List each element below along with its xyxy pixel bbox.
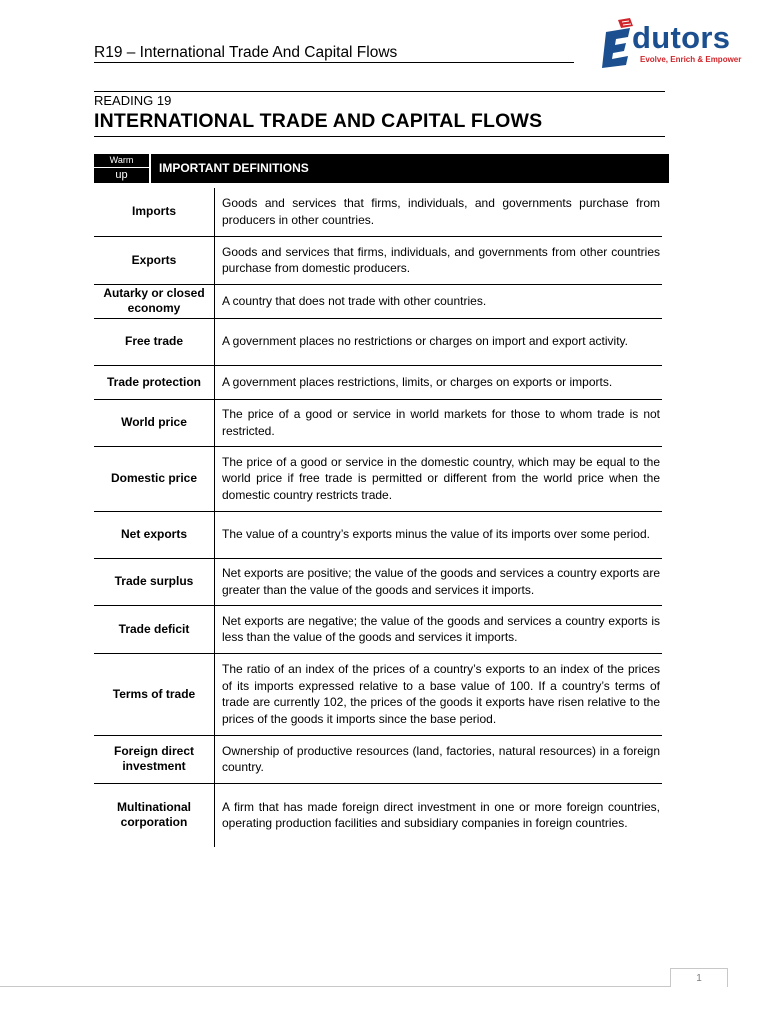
definition-row xyxy=(94,558,662,605)
definition-text: A country that does not trade with other countries. xyxy=(215,284,663,318)
definition-text: A government places no restrictions or charges on import and export activity. xyxy=(215,318,663,365)
reading-title: INTERNATIONAL TRADE AND CAPITAL FLOWS xyxy=(94,110,543,132)
definition-row xyxy=(94,188,662,236)
definition-term: Domestic price xyxy=(94,446,215,511)
definition-term: World price xyxy=(94,399,215,446)
definition-row xyxy=(94,653,662,735)
definition-term: Trade deficit xyxy=(94,605,215,653)
definition-term: Autarky or closed economy xyxy=(94,284,215,318)
running-header-title: R19 – International Trade And Capital Flows xyxy=(94,44,398,61)
definition-row xyxy=(94,236,662,284)
reading-bottom-rule xyxy=(94,136,665,137)
page-number: 1 xyxy=(696,973,702,984)
definition-row xyxy=(94,605,662,653)
definition-text: Ownership of productive resources (land, factories, natural resources) in a foreign country. xyxy=(215,735,663,783)
definition-term: Exports xyxy=(94,236,215,284)
banner-title: IMPORTANT DEFINITIONS xyxy=(159,161,309,175)
definition-term: Net exports xyxy=(94,511,215,558)
warm-label: Warm xyxy=(94,154,149,168)
header-underline xyxy=(94,62,574,63)
logo-tagline: Evolve, Enrich & Empower xyxy=(640,55,742,64)
footer-rule xyxy=(0,986,670,987)
up-label: up xyxy=(115,169,128,181)
definition-row xyxy=(94,318,662,365)
definition-text: A government places restrictions, limits, or charges on exports or imports. xyxy=(215,365,663,399)
definition-row xyxy=(94,446,662,511)
definition-term: Trade protection xyxy=(94,365,215,399)
definition-text: Goods and services that firms, individuals, and governments purchase from producers in other countries. xyxy=(215,188,663,236)
definition-term: Multinational corporation xyxy=(94,783,215,847)
edutors-logo xyxy=(600,18,752,70)
reading-label: READING 19 xyxy=(94,93,172,108)
definition-term: Trade surplus xyxy=(94,558,215,605)
banner-divider xyxy=(149,154,151,183)
definition-term: Foreign direct investment xyxy=(94,735,215,783)
definition-text: Net exports are positive; the value of the goods and services a country exports are greater than the value of the goods and services it imports. xyxy=(215,558,663,605)
logo-wordmark: dutors xyxy=(632,20,731,55)
definition-row xyxy=(94,783,662,847)
definition-row xyxy=(94,365,662,399)
definition-text: A firm that has made foreign direct investment in one or more foreign countries, operating production facilities and subsidiary companies in foreign countries. xyxy=(222,799,660,831)
definitions-banner xyxy=(94,154,669,183)
definition-term: Free trade xyxy=(94,318,215,365)
warm-up-box xyxy=(94,154,149,183)
reading-top-rule xyxy=(94,91,665,92)
definition-row xyxy=(94,511,662,558)
definitions-table xyxy=(94,188,662,847)
definition-row xyxy=(94,735,662,783)
definition-text: The value of a country’s exports minus the value of its imports over some period. xyxy=(215,511,663,558)
definition-text: The ratio of an index of the prices of a country’s exports to an index of the prices of its imports expressed relative to a base value of 100. If a country’s terms of trade are currently 102, the prices of the goods it exports have risen relative to the prices of the goods it imports since the base period. xyxy=(215,653,663,735)
definition-row xyxy=(94,399,662,446)
definition-text: Net exports are negative; the value of the goods and services a country exports is less than the value of the goods and services it imports. xyxy=(215,605,663,653)
definition-text: The price of a good or service in the domestic country, which may be equal to the world price if free trade is permitted or different from the world price when the domestic country restricts trade. xyxy=(215,446,663,511)
page-number-box xyxy=(670,968,728,987)
definition-term: Terms of trade xyxy=(94,653,215,735)
definition-text: Goods and services that firms, individuals, and governments from other countries purchase from domestic producers. xyxy=(215,236,663,284)
definition-row xyxy=(94,284,662,318)
definition-term: Imports xyxy=(94,188,215,236)
definition-text: The price of a good or service in world markets for those to whom trade is not restricted. xyxy=(215,399,663,446)
